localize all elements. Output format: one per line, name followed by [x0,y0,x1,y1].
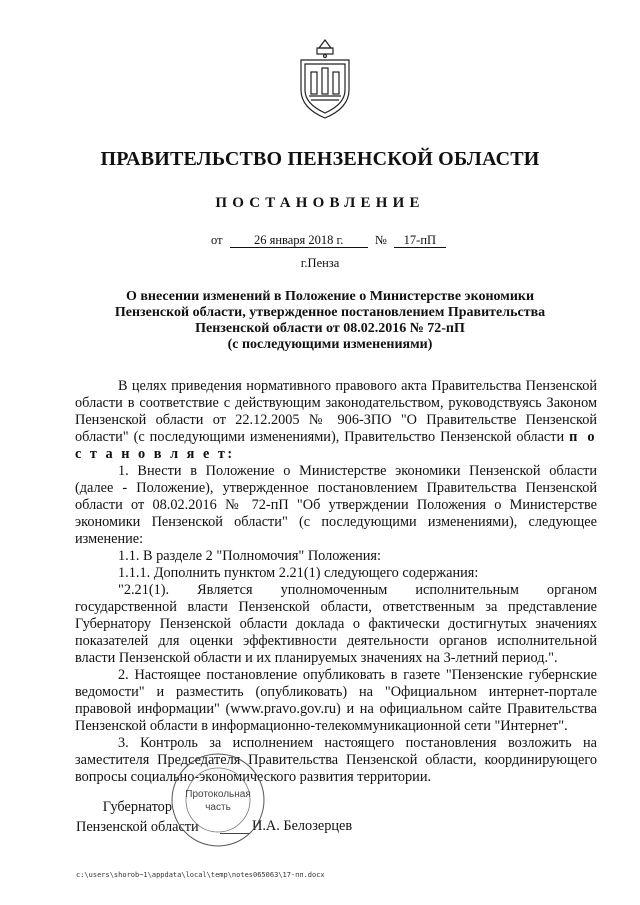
document-date: 26 января 2018 г. [230,233,368,248]
document-body [75,378,597,786]
stamp-text: Протокольная [185,789,251,800]
coat-of-arms-emblem [297,38,353,120]
paragraph-clause-2-21-1: "2.21(1). Является уполномоченным исполнительным органом государственной власти Пензенской области, ответственным за представление Губернатору Пензенской области доклада о фактически достигнутых значениях показателей для оценки эффективности деятельности органов исполнительной власти Пензенской области и их планируемых значениях на 3-летний период.". [75,582,597,666]
preamble-paragraph [75,378,597,463]
title-line: О внесении изменений в Положение о Министерстве экономики [125,289,535,304]
paragraph-item-1-1-1: 1.1.1. Дополнить пунктом 2.21(1) следующего содержания: [118,565,479,581]
document-type: ПОСТАНОВЛЕНИЕ [215,195,425,211]
date-prefix: от [211,233,223,247]
title-line: (с последующими изменениями) [227,337,433,352]
paragraph-item-1-1: 1.1. В разделе 2 "Полномочия" Положения: [118,548,381,564]
document-number: 17-пП [394,233,446,248]
title-line: Пензенской области, утвержденное постановлением Правительства [114,305,546,320]
number-prefix: № [374,233,387,247]
date-number-line [211,233,446,248]
preamble-text: В целях приведения нормативного правового акта Правительства Пензенской области в соответствие с действующим законодательством, руководствуясь Законом Пензенской области от 22.12.2005 № 906-ЗПО "О Правительстве Пензенской области" (с последующими изменениями), Правительство Пензенской области [75,378,597,445]
city: г.Пенза [300,256,340,270]
paragraph-item-2: 2. Настоящее постановление опубликовать в газете "Пензенские губернские ведомости" и разместить (опубликовать) на "Официальном интернет-портале правовой информации" (www.pravo.gov.ru) и на официальном сайте Правительства Пензенской области в информационно-телекоммуникационной сети "Интернет". [75,667,597,734]
decree-word: п о с т а н о в л я е т: [75,429,597,462]
document-title [70,289,590,353]
signatory-name: И.А. Белозерцев [252,818,353,834]
protocol-stamp [170,752,266,848]
position-line: Пензенской области [76,819,199,835]
paragraph-item-1: 1. Внести в Положение о Министерстве экономики Пензенской области (далее - Положение), утвержденное постановлением Правительства Пензенской области от 08.02.2016 № 72-пП "Об утверждении Положения о Министерстве экономики Пензенской области" (с последующими изменениями), следующее изменение: [75,463,597,547]
stamp-text: часть [205,802,231,813]
position-line: Губернатор [102,799,172,815]
title-line: Пензенской области от 08.02.2016 № 72-пП [195,321,465,336]
paragraph-item-3: 3. Контроль за исполнением настоящего постановления возложить на заместителя Председателя Правительства Пензенской области, координирующего вопросы социально-экономического развития территории. [75,735,597,785]
government-title: ПРАВИТЕЛЬСТВО ПЕНЗЕНСКОЙ ОБЛАСТИ [100,148,540,170]
file-path-footer: c:\users\shorob~1\appdata\local\temp\notes065063\17-пп.docx [76,871,325,879]
